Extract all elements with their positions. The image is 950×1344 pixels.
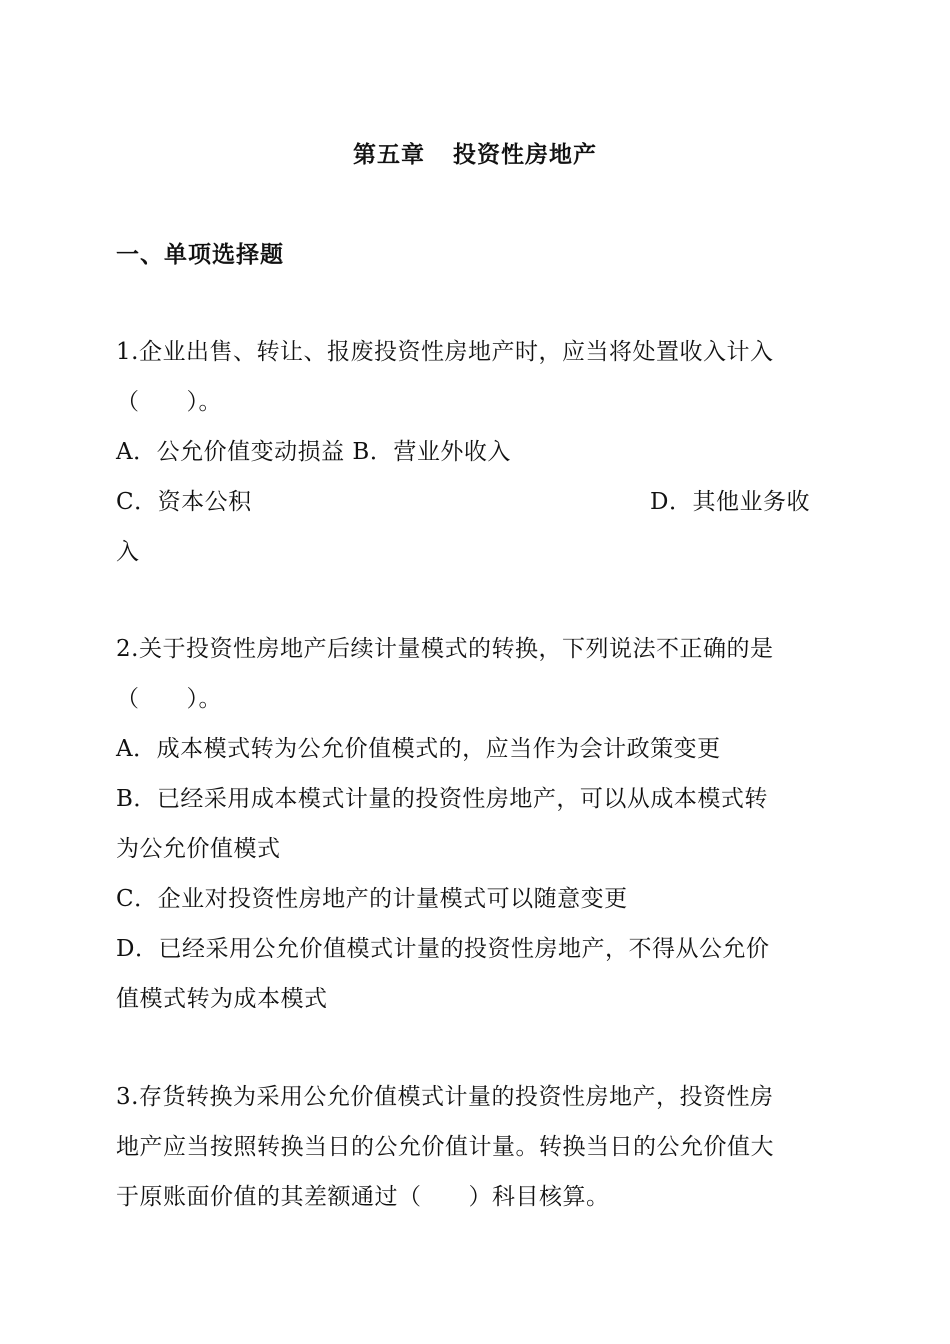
question-3-stem-line-1: 3.存货转换为采用公允价值模式计量的投资性房地产，投资性房	[116, 1084, 774, 1110]
chapter-number: 第五章	[353, 142, 425, 168]
question-1-stem-line-2: （ ）。	[116, 389, 222, 415]
question-1-option-d: D．其他业务收	[650, 489, 810, 515]
question-2-option-b-line-2: 为公允价值模式	[116, 836, 281, 862]
question-2-stem-line-1: 2.关于投资性房地产后续计量模式的转换，下列说法不正确的是	[116, 636, 774, 662]
question-2-option-d-line-1: D．已经采用公允价值模式计量的投资性房地产，不得从公允价	[116, 936, 770, 962]
question-3-stem-line-3: 于原账面价值的其差额通过（ ）科目核算。	[116, 1184, 610, 1210]
question-1-option-d-wrap: 入	[116, 539, 140, 565]
chapter-name: 投资性房地产	[453, 142, 597, 168]
question-2-option-a: A．成本模式转为公允价值模式的，应当作为会计政策变更	[116, 736, 721, 762]
question-1-stem-line-1: 1.企业出售、转让、报废投资性房地产时，应当将处置收入计入	[116, 339, 774, 365]
question-2-option-c: C．企业对投资性房地产的计量模式可以随意变更	[116, 886, 628, 912]
question-1-options-cd	[116, 477, 836, 527]
question-3	[116, 1072, 836, 1222]
question-1-options-ab: A．公允价值变动损益 B．营业外收入	[116, 439, 511, 465]
question-3-stem-line-2: 地产应当按照转换当日的公允价值计量。转换当日的公允价值大	[116, 1134, 774, 1160]
chapter-title	[0, 136, 950, 169]
question-2-stem-line-2: （ ）。	[116, 686, 222, 712]
question-2	[116, 624, 836, 1024]
question-2-option-b-line-1: B．已经采用成本模式计量的投资性房地产，可以从成本模式转	[116, 786, 768, 812]
question-1-option-c: C．资本公积	[116, 489, 252, 515]
question-1	[116, 327, 836, 577]
section-heading: 一、单项选择题	[116, 242, 284, 268]
question-2-option-d-line-2: 值模式转为成本模式	[116, 986, 328, 1012]
